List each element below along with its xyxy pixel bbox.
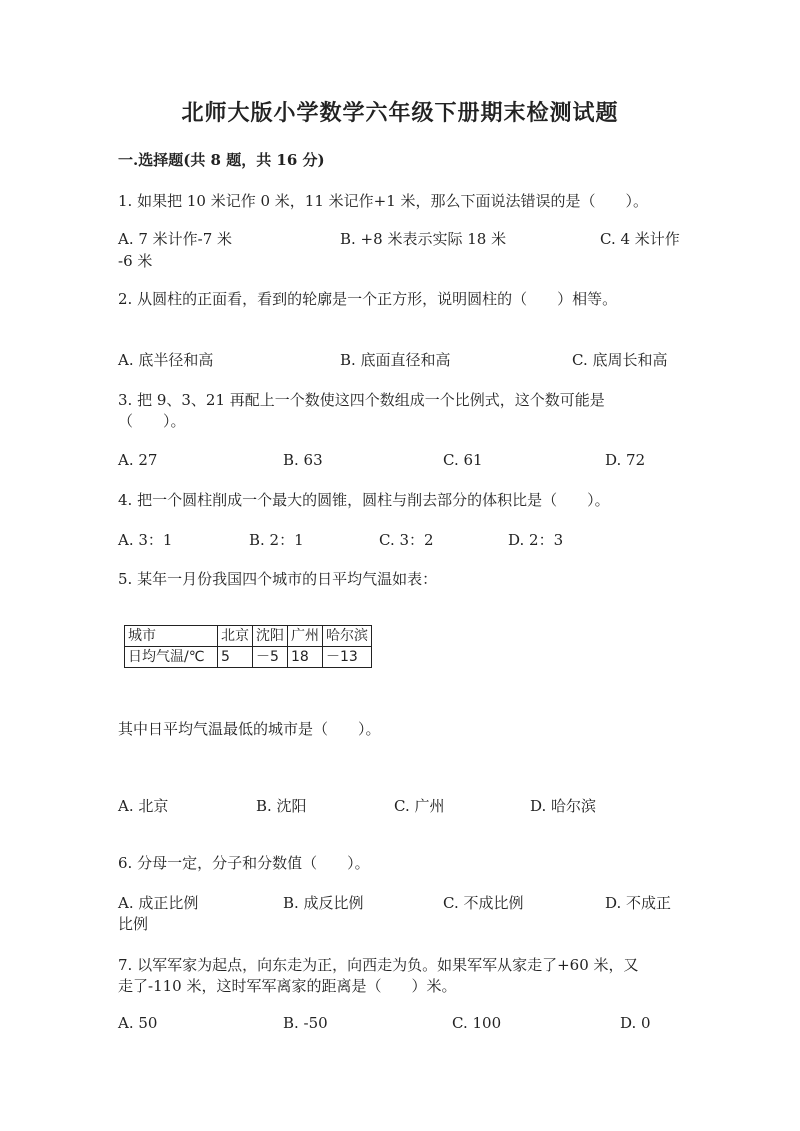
table-header-cell: 城市	[125, 626, 218, 647]
question-6-option-c: C. 不成比例	[443, 894, 524, 912]
question-3-option-b: B. 63	[283, 451, 323, 469]
question-7-option-d: D. 0	[620, 1014, 651, 1032]
question-4-option-a: A. 3：1	[118, 531, 173, 549]
question-6-stem: 6. 分母一定，分子和分数值（ ）。	[118, 854, 370, 872]
page-title: 北师大版小学数学六年级下册期末检测试题	[181, 100, 619, 126]
question-5-stem: 5. 某年一月份我国四个城市的日平均气温如表：	[118, 570, 438, 588]
question-7-stem: 7. 以军军家为起点，向东走为正，向西走为负。如果军军从家走了+60 米，又	[118, 956, 639, 974]
question-7-stem-line2: 走了-110 米，这时军军离家的距离是（ ）米。	[118, 977, 457, 995]
question-3-stem: 3. 把 9、3、21 再配上一个数使这四个数组成一个比例式，这个数可能是	[118, 391, 605, 409]
question-4-option-b: B. 2：1	[249, 531, 304, 549]
question-5-option-a: A. 北京	[118, 797, 169, 815]
question-7-option-a: A. 50	[118, 1014, 158, 1032]
table-row	[125, 647, 372, 668]
question-3-stem-line2: （ ）。	[118, 412, 186, 430]
question-3-option-c: C. 61	[443, 451, 483, 469]
question-5-option-b: B. 沈阳	[256, 797, 307, 815]
question-7-option-c: C. 100	[452, 1014, 502, 1032]
question-1-option-c-continuation: -6 米	[118, 252, 153, 270]
table-cell: －13	[323, 647, 372, 668]
question-5-option-c: C. 广州	[394, 797, 445, 815]
question-6-option-d-continuation: 比例	[118, 915, 149, 933]
question-3-option-d: D. 72	[605, 451, 646, 469]
section-heading: 一.选择题(共 8 题，共 16 分)	[118, 151, 325, 169]
table-cell: 18	[288, 647, 323, 668]
question-6-option-b: B. 成反比例	[283, 894, 364, 912]
question-5-option-d: D. 哈尔滨	[530, 797, 597, 815]
question-2-option-b: B. 底面直径和高	[340, 351, 451, 369]
table-header-cell: 广州	[288, 626, 323, 647]
table-cell: 5	[218, 647, 253, 668]
question-2-option-c: C. 底周长和高	[572, 351, 668, 369]
table-cell: 日均气温/℃	[125, 647, 218, 668]
question-6-option-d: D. 不成正	[605, 894, 672, 912]
table-header-cell: 北京	[218, 626, 253, 647]
question-4-stem: 4. 把一个圆柱削成一个最大的圆锥，圆柱与削去部分的体积比是（ ）。	[118, 491, 610, 509]
question-4-option-d: D. 2：3	[508, 531, 564, 549]
question-1-option-c: C. 4 米计作	[600, 230, 680, 248]
question-4-option-c: C. 3：2	[379, 531, 434, 549]
question-1-option-b: B. +8 米表示实际 18 米	[340, 230, 507, 248]
question-6-option-a: A. 成正比例	[118, 894, 199, 912]
question-7-option-b: B. -50	[283, 1014, 328, 1032]
temperature-table	[124, 625, 372, 668]
table-header-cell: 沈阳	[253, 626, 288, 647]
question-5-followup: 其中日平均气温最低的城市是（ ）。	[118, 720, 381, 738]
question-1-stem: 1. 如果把 10 米记作 0 米，11 米记作+1 米，那么下面说法错误的是（ ）。	[118, 192, 649, 210]
table-header-cell: 哈尔滨	[323, 626, 372, 647]
table-cell: －5	[253, 647, 288, 668]
table-header-row	[125, 626, 372, 647]
question-1-option-a: A. 7 米计作-7 米	[118, 230, 233, 248]
question-3-option-a: A. 27	[118, 451, 158, 469]
question-2-option-a: A. 底半径和高	[118, 351, 214, 369]
question-2-stem: 2. 从圆柱的正面看，看到的轮廓是一个正方形，说明圆柱的（ ）相等。	[118, 290, 618, 308]
